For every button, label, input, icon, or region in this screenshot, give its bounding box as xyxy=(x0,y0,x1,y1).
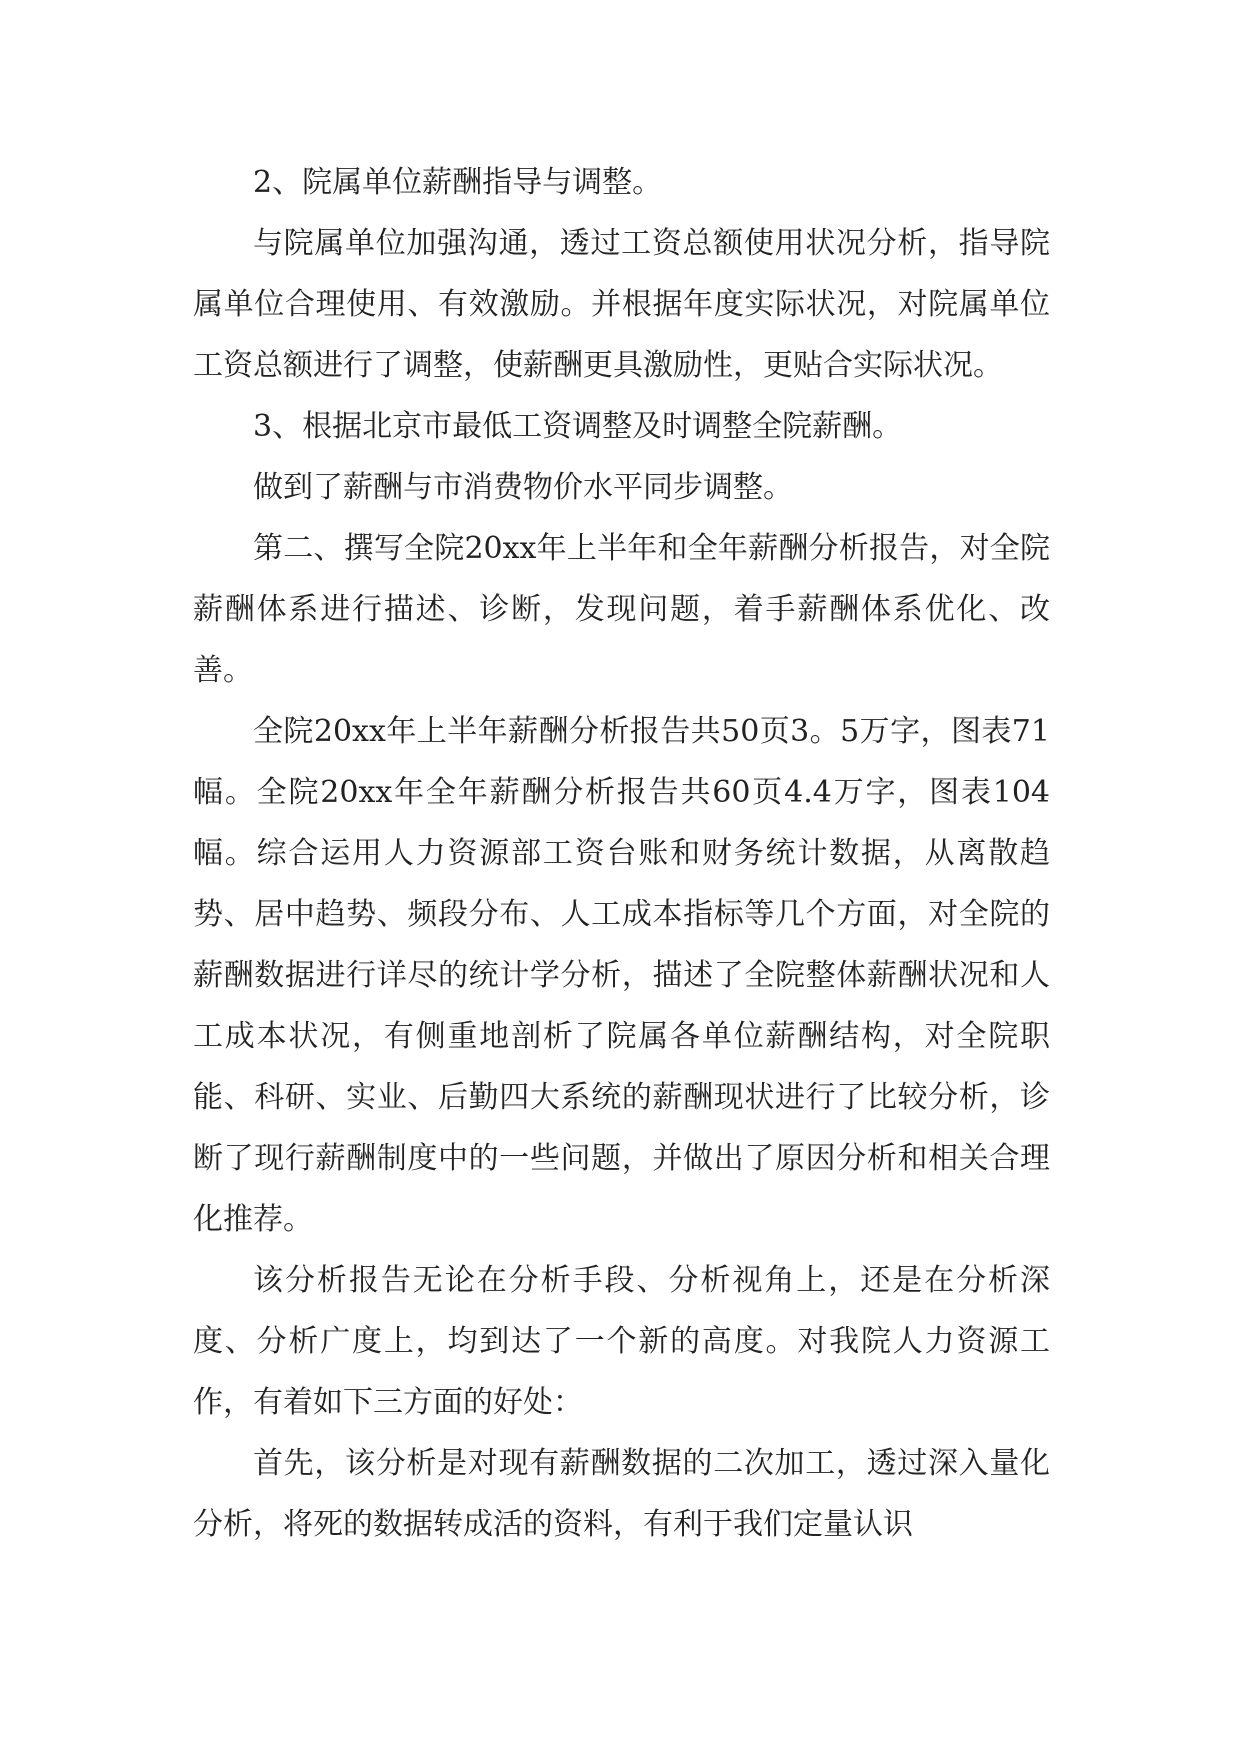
paragraph-report-details: 全院20xx年上半年薪酬分析报告共50页3。5万字，图表71幅。全院20xx年全年薪酬分析报告共60页4.4万字，图表104幅。综合运用人力资源部工资台账和财务统计数据，从离散趋势、居中趋势、频段分布、人工成本指标等几个方面，对全院的薪酬数据进行详尽的统计学分析，描述了全院整体薪酬状况和人工成本状况，有侧重地剖析了院属各单位薪酬结构，对全院职能、科研、实业、后勤四大系统的薪酬现状进行了比较分析，诊断了现行薪酬制度中的一些问题，并做出了原因分析和相关合理化推荐。 xyxy=(193,714,1050,1237)
paragraph-minimum-wage-heading: 3、根据北京市最低工资调整及时调整全院薪酬。 xyxy=(253,409,903,444)
document-body xyxy=(193,152,1050,1555)
paragraph-first-benefit: 首先，该分析是对现有薪酬数据的二次加工，透过深入量化分析，将死的数据转成活的资料，有利于我们定量认识 xyxy=(193,1446,1050,1542)
paragraph-minimum-wage-body: 做到了薪酬与市消费物价水平同步调整。 xyxy=(253,470,793,505)
paragraph-salary-guidance-body: 与院属单位加强沟通，透过工资总额使用状况分析，指导院属单位合理使用、有效激励。并根据年度实际状况，对院属单位工资总额进行了调整，使薪酬更具激励性，更贴合实际状况。 xyxy=(193,226,1050,383)
paragraph-report-heading: 第二、撰写全院20xx年上半年和全年薪酬分析报告，对全院薪酬体系进行描述、诊断，发现问题，着手薪酬体系优化、改善。 xyxy=(193,531,1050,688)
paragraph-salary-guidance-heading: 2、院属单位薪酬指导与调整。 xyxy=(253,165,663,200)
paragraph-report-evaluation: 该分析报告无论在分析手段、分析视角上，还是在分析深度、分析广度上，均到达了一个新的高度。对我院人力资源工作，有着如下三方面的好处： xyxy=(193,1263,1050,1420)
